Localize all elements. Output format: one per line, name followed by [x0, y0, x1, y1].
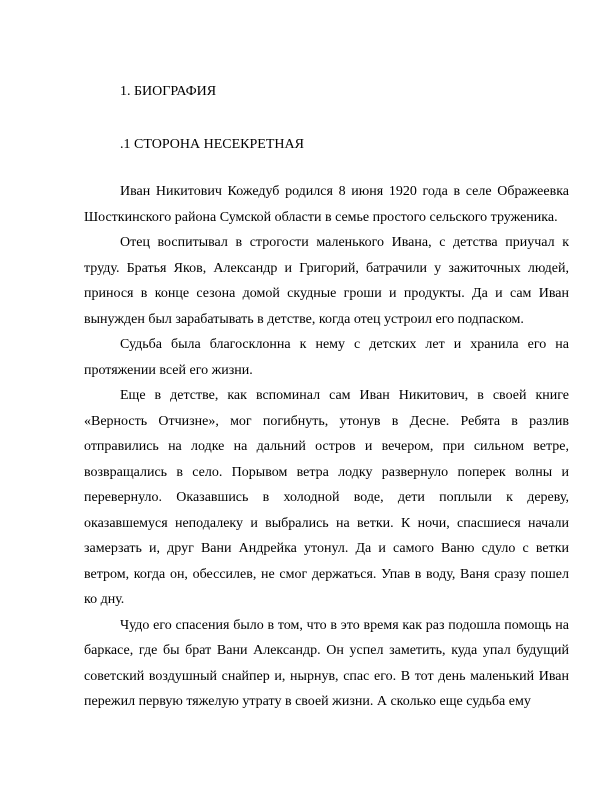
paragraph-3: Судьба была благосклонна к нему с детских лет и хранила его на протяжении всей его жизни.	[84, 337, 569, 378]
subsection-heading: .1 СТОРОНА НЕСЕКРЕТНАЯ	[120, 137, 304, 152]
paragraph-1: Иван Никитович Кожедуб родился 8 июня 1920 года в селе Ображеевка Шосткинского района Сумской области в семье простого сельского труженика.	[84, 184, 569, 225]
section-heading: 1. БИОГРАФИЯ	[120, 84, 217, 99]
body-text	[84, 179, 569, 715]
paragraph-5: Чудо его спасения было в том, что в это время как раз подошла помощь на баркасе, где бы брат Вани Александр. Он успел заметить, куда упал будущий советский воздушный снайпер и, нырнув, спас его. В тот день маленький Иван пережил первую тяжелую утрату в своей жизни. А сколько еще судьба ему	[84, 617, 569, 709]
paragraph-2: Отец воспитывал в строгости маленького Ивана, с детства приучал к труду. Братья Яков, Александр и Григорий, батрачили у зажиточных людей, принося в конце сезона домой скудные гроши и продукты. Да и сам Иван вынужден был зарабатывать в детстве, когда отец устроил его подпаском.	[84, 235, 569, 327]
paragraph-4: Еще в детстве, как вспоминал сам Иван Никитович, в своей книге «Верность Отчизне», мог погибнуть, утонув в Десне. Ребята в разлив отправились на лодке на дальний остров и вечером, при сильном ветре, возвращались в село. Порывом ветра лодку развернуло поперек волны и перевернуло. Оказавшись в холодной воде, дети поплыли к дереву, оказавшемуся неподалеку и выбрались на ветки. К ночи, спасшиеся начали замерзать и, друг Вани Андрейка утонул. Да и самого Ваню сдуло с ветки ветром, когда он, обессилев, не смог держаться. Упав в воду, Ваня сразу пошел ко дну.	[84, 388, 569, 607]
